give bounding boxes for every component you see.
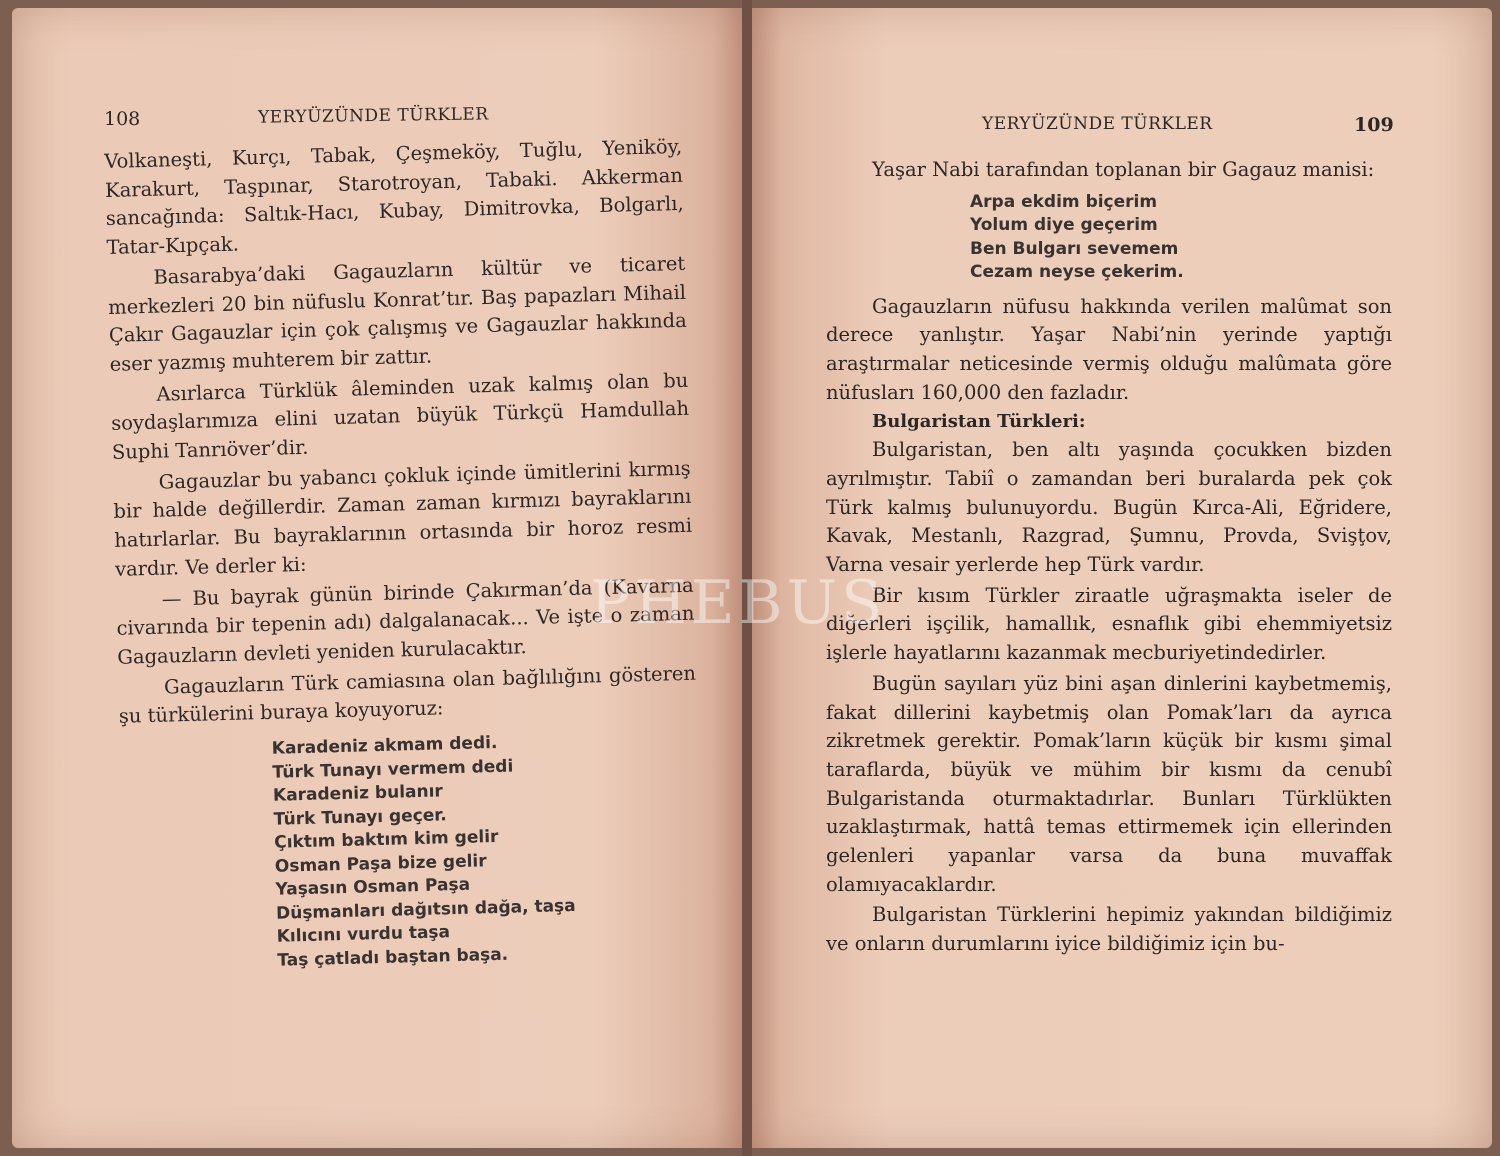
left-page-number: 108 [104, 108, 141, 130]
verse-line: Kılıcını vurdu taşa [276, 922, 451, 947]
paragraph: Asırlarca Türklük âleminden uzak kalmış olan bu soydaşlarımıza elini uzatan büyük Türkçü Hamdullah Suphi Tanrıöver’dir. [110, 368, 690, 464]
verse-line: Taş çatladı baştan başa. [277, 944, 509, 971]
left-running-header: YERYÜZÜNDE TÜRKLER [257, 104, 489, 128]
paragraph: Bugün sayıları yüz bini aşan dinlerini kaybetmemiş, fakat dillerini kaybetmiş olan Pomak’ları da ayrıca zikretmek gerektir. Pomak’ların küçük bir kısmı şimal taraflarda, büyük ve mühim bir kısmı da cenubî Bulgaristanda oturmaktadırlar. Bunları Türklükten uzaklaştırmak, hattâ temas ettirmemek için ellerinden gelenleri yapanlar varsa da buna muvaffak olamıyacaklardır. [826, 671, 1392, 896]
paragraph: Gagauzların nüfusu hakkında verilen malûmat son derece yanlıştır. Yaşar Nabi’nin yerinde yaptığı araştırmalar neticesinde vermiş olduğu malûmata göre nüfusları 160,000 den fazladır. [826, 294, 1392, 404]
left-body-text [104, 133, 704, 977]
paragraph: Gagauzlar bu yabancı çokluk içinde ümitlerini kırmış bir halde değillerdir. Zaman zaman kırmızı bayraklarını hatırlarlar. Bu bayraklarının ortasında bir horoz resmi vardır. Ve derler ki: [113, 456, 693, 581]
verse-line: Türk Tunayı geçer. [273, 804, 447, 830]
paragraph: — Bu bayrak günün birinde Çakırman’da (Kavarna civarında bir tepenin adı) dalgalanacak... Ve işte o zaman Gagauzların devleti yeniden kurulacaktır. [116, 573, 695, 669]
verse-line: Ben Bulgarı sevemem [970, 238, 1179, 259]
right-page-number: 109 [1354, 114, 1394, 136]
verse-line: Türk Tunayı vermem dedi [272, 756, 514, 783]
verse-line: Karadeniz bulanır [272, 781, 444, 806]
paragraph: Gagauzların Türk camiasına olan bağlılığını gösteren şu türkülerini buraya koyuyoruz: [118, 661, 697, 729]
verse-line: Yaşasın Osman Paşa [275, 874, 471, 900]
verse-line: Cezam neyse çekerim. [970, 262, 1184, 283]
verse-line: Osman Paşa bize gelir [274, 850, 487, 877]
paragraph: Bulgaristan, ben altı yaşında çocukken bizden ayrılmıştır. Tabiî o zamandan beri buralarda pek çok Türk kalmış bulunuyordu. Bugün Kırca-Ali, Eğridere, Kavak, Mestanlı, Razgrad, Şumnu, Provda, Svişţov, Varna vesair yerlerde hep Türk vardır. [826, 438, 1392, 577]
paragraph: Volkaneşti, Kurçı, Tabak, Çeşmeköy, Tuğlu, Yeniköy, Karakurt, Taşpınar, Starotroyan, Tabaki. Akkerman sancağında: Saltık-Hacı, Kubay, Dimitrovka, Bolgarlı, Tatar-Kıpçak. [104, 134, 684, 260]
paragraph: Yaşar Nabi tarafından toplanan bir Gagauz manisi: [872, 158, 1375, 181]
verse-line: Çıktım baktım kim gelir [273, 826, 499, 853]
paragraph: Basarabya’daki Gagauzların kültür ve ticaret merkezleri 20 bin nüfuslu Konrat’tır. Baş papazları Mihail Çakır Gagauzlar için çok çalışmış ve Gagauzlar hakkında eser yazmış muhterem bir zattır. [107, 251, 688, 376]
verse-line: Düşmanları dağıtsın dağa, taşa [275, 895, 576, 924]
paragraph: Bir kısım Türkler ziraatle uğraşmakta iseler de diğerleri işçilik, hamallık, esnaflık gibi ehemmiyetsiz işlerle hayatlarını kazanmak mecburiyetindedirler. [826, 583, 1392, 665]
paragraph: Bulgaristan Türklerini hepimiz yakından bildiğimiz ve onların durumlarını iyice bildiğimiz için bu- [826, 903, 1392, 956]
section-heading: Bulgaristan Türkleri: [872, 410, 1086, 432]
folk-song-verse [271, 727, 703, 973]
verse-line: Yolum diye geçerim [970, 215, 1158, 236]
mani-verse [970, 191, 1392, 285]
verse-line: Karadeniz akmam dedi. [271, 732, 498, 759]
watermark: PHEBUS [590, 568, 887, 638]
right-running-header: YERYÜZÜNDE TÜRKLER [982, 114, 1213, 134]
right-body-text [826, 156, 1392, 959]
verse-line: Arpa ekdim biçerim [970, 191, 1158, 212]
